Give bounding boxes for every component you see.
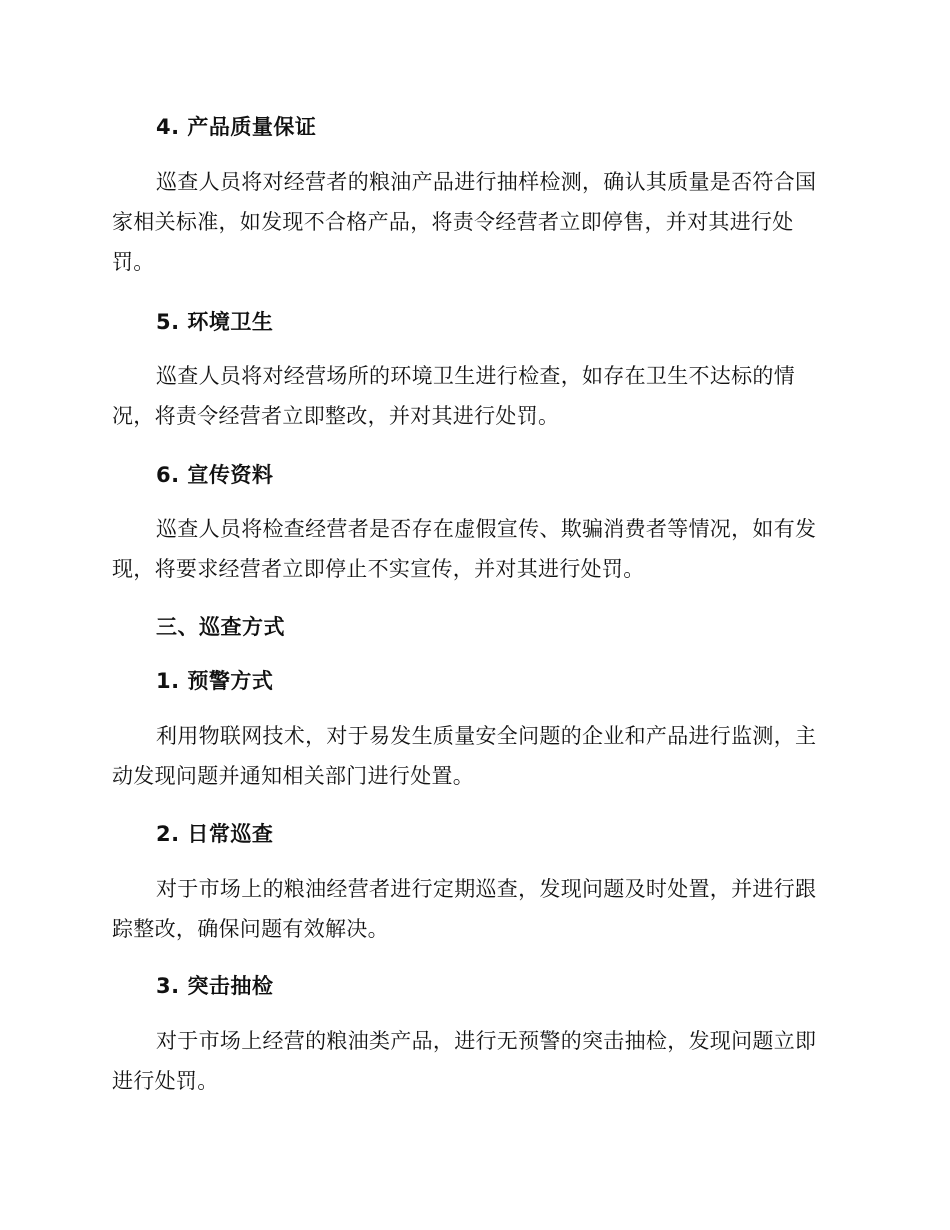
section-heading-promotional-materials: 6. 宣传资料 [156, 463, 274, 487]
paragraph-promotional-materials: 巡查人员将检查经营者是否存在虚假宣传、欺骗消费者等情况，如有发现，将要求经营者立即停止不实宣传，并对其进行处罚。 [112, 517, 817, 581]
section-heading-spot-check: 3. 突击抽检 [156, 974, 274, 998]
paragraph-environment-hygiene: 巡查人员将对经营场所的环境卫生进行检查，如存在卫生不达标的情况，将责令经营者立即整改，并对其进行处罚。 [112, 364, 795, 428]
chapter-heading-inspection-methods: 三、巡查方式 [156, 615, 285, 639]
section-heading-early-warning: 1. 预警方式 [156, 669, 274, 693]
paragraph-routine-inspection: 对于市场上的粮油经营者进行定期巡查，发现问题及时处置，并进行跟踪整改，确保问题有效解决。 [112, 877, 817, 941]
section-heading-routine-inspection: 2. 日常巡查 [156, 822, 274, 846]
paragraph-early-warning: 利用物联网技术，对于易发生质量安全问题的企业和产品进行监测，主动发现问题并通知相关部门进行处置。 [112, 724, 817, 788]
paragraph-spot-check: 对于市场上经营的粮油类产品，进行无预警的突击抽检，发现问题立即进行处罚。 [112, 1029, 817, 1093]
section-heading-environment-hygiene: 5. 环境卫生 [156, 310, 274, 334]
paragraph-product-quality: 巡查人员将对经营者的粮油产品进行抽样检测，确认其质量是否符合国家相关标准，如发现不合格产品，将责令经营者立即停售，并对其进行处罚。 [112, 170, 817, 274]
section-heading-product-quality: 4. 产品质量保证 [156, 115, 317, 139]
